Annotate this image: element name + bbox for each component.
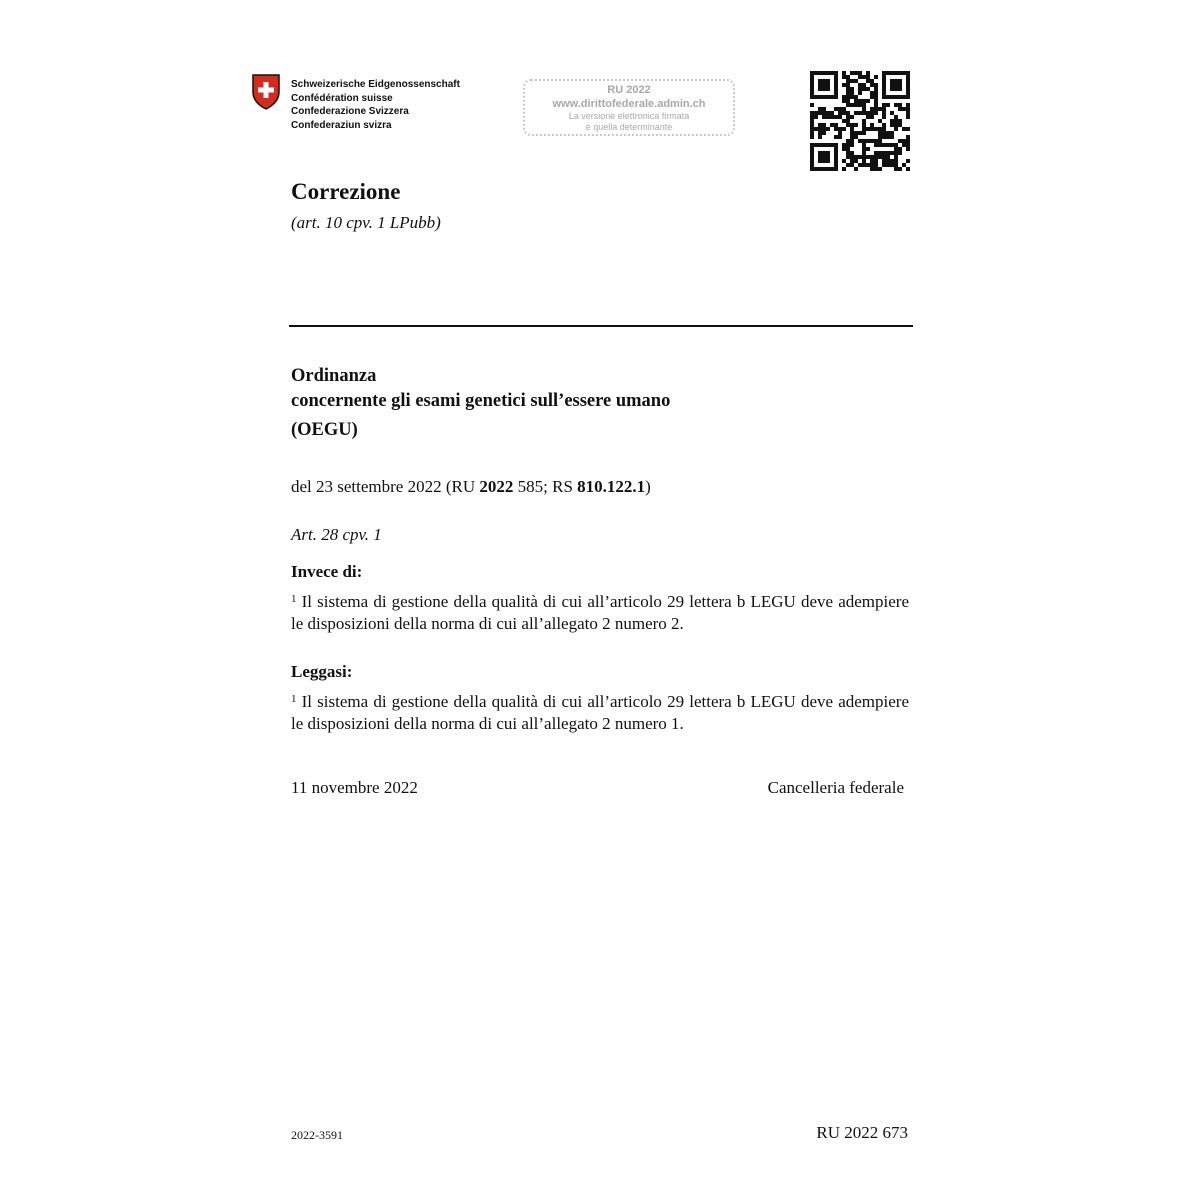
signature-date: 11 novembre 2022: [291, 778, 418, 797]
official-compilation-reference: RU 2022 673: [816, 1123, 908, 1142]
instead-of-heading: Invece di:: [291, 562, 363, 581]
article-reference: Art. 28 cpv. 1: [291, 525, 382, 544]
paragraph-text: Il sistema di gestione della qualità di cui all’articolo 29 lettera b LEGU deve adempiere le disposizioni della norma di cui all’allegato 2 numero 2.: [291, 592, 909, 633]
act-reference: [291, 476, 651, 498]
act-title: [291, 364, 670, 443]
reference-rs-number: 810.122.1: [577, 477, 646, 496]
reference-prefix: del 23 settembre 2022 (RU: [291, 477, 480, 496]
swiss-cross-shield-icon: [252, 74, 280, 110]
act-abbreviation: (OEGU): [291, 420, 358, 440]
divider: [289, 325, 913, 327]
stamp-note-2: è quella determinante: [585, 122, 673, 132]
reference-ru-year: 2022: [479, 477, 514, 496]
qr-code-icon: [810, 71, 910, 171]
act-type: Ordinanza: [291, 366, 377, 386]
instead-of-paragraph: [291, 588, 909, 635]
document-number: 2022-3591: [291, 1128, 343, 1142]
stamp-ru: RU 2022: [607, 84, 651, 96]
authority-name-de: Schweizerische Eidgenossenschaft: [291, 79, 460, 90]
publication-stamp: [523, 79, 735, 136]
authority-name-rm: Confederaziun svizra: [291, 119, 392, 131]
act-name: concernente gli esami genetici sull’essere umano: [291, 391, 671, 411]
document-subtitle: (art. 10 cpv. 1 LPubb): [291, 213, 441, 232]
stamp-note-1: La versione elettronica firmata: [568, 111, 690, 121]
authority-name-it: Confederazione Svizzera: [291, 106, 409, 117]
read-heading: Leggasi:: [291, 662, 353, 681]
authority-name-fr: Confédération suisse: [291, 92, 393, 104]
reference-suffix: ): [645, 477, 651, 496]
paragraph-text: Il sistema di gestione della qualità di cui all’articolo 29 lettera b LEGU deve adempiere le disposizioni della norma di cui all’allegato 2 numero 1.: [291, 692, 909, 733]
federal-authority-names: [291, 78, 460, 132]
stamp-url: www.dirittofederale.admin.ch: [552, 98, 706, 110]
paragraph-number: 1: [291, 593, 297, 605]
reference-separator: 585; RS: [513, 477, 578, 496]
read-paragraph: [291, 688, 909, 735]
document-title: Correzione: [291, 179, 401, 204]
issuing-authority: Cancelleria federale: [767, 778, 904, 797]
paragraph-number: 1: [291, 693, 297, 705]
